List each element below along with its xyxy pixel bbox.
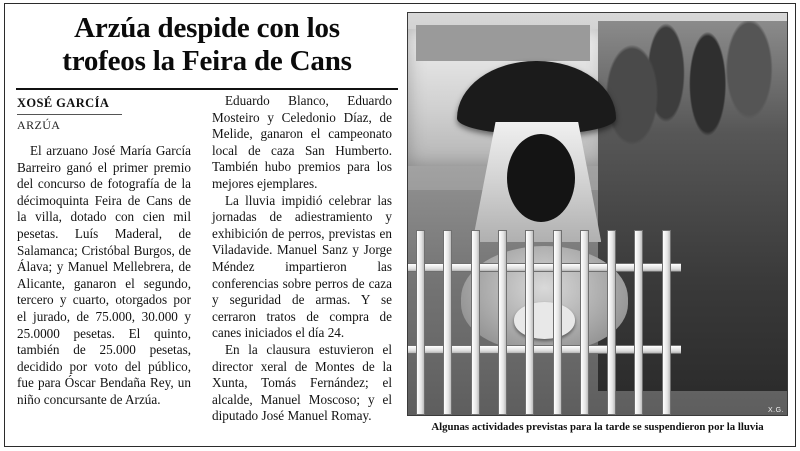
paragraph: El arzuano José María García Barreiro ganó el primer premio del concurso de fotografía de la décimoquinta Feira de Cans de la villa, dotado con cien mil pesetas. Luís Maderal, de Salamanca; Cristóbal Burgos, de Álava; y Manuel Mellebrera, de Alicante, ganaron el segundo, tercero y cuarto, otorgados por el jurado, de 75.000, 30.000 y 25.0000 pesetas. El quinto, también de 25.000 pesetas, decidido por voto del público, fue para Óscar Bendaña Rey, un niño concursante de Arzúa.	[17, 143, 191, 407]
photo-fence	[408, 230, 681, 415]
byline	[17, 96, 197, 133]
photo-credit: X.G.	[767, 407, 784, 414]
photo-roofline	[416, 25, 590, 61]
paragraph: En la clausura estuvieron el director xeral de Montes de la Xunta, Tomás Fernández; el alcalde, Manuel Moscoso; y el diputado José Manuel Romay.	[212, 341, 392, 424]
paragraph: La lluvia impidió celebrar las jornadas de adiestramiento y exhibición de perros, previstas en Viladavide. Manuel Sanz y Jorge Méndez impartieron las conferencias sobre perros de caza y seguridad de armas. Y se cerraron tratos de compra de canes iniciados el día 24.	[212, 192, 392, 341]
photo-tent-opening	[507, 134, 575, 222]
headline-line-1: Arzúa despide con los	[74, 12, 340, 44]
paragraph: Eduardo Blanco, Eduardo Mosteiro y Celedonio Díaz, de Melide, ganaron el campeonato local de caza San Humberto. También hubo premios para los mejores ejemplares.	[212, 93, 392, 191]
article-photo	[407, 12, 788, 416]
headline-rule	[16, 88, 398, 90]
byline-divider	[17, 114, 122, 115]
photo-caption: Algunas actividades previstas para la tarde se suspendieron por la lluvia	[431, 421, 764, 433]
body-column-left	[17, 143, 191, 409]
headline-line-2: trofeos la Feira de Cans	[62, 45, 352, 77]
byline-dateline: ARZÚA	[17, 118, 61, 132]
body-column-right	[212, 93, 392, 425]
page-title	[22, 12, 392, 78]
byline-author: XOSÉ GARCÍA	[17, 96, 110, 110]
